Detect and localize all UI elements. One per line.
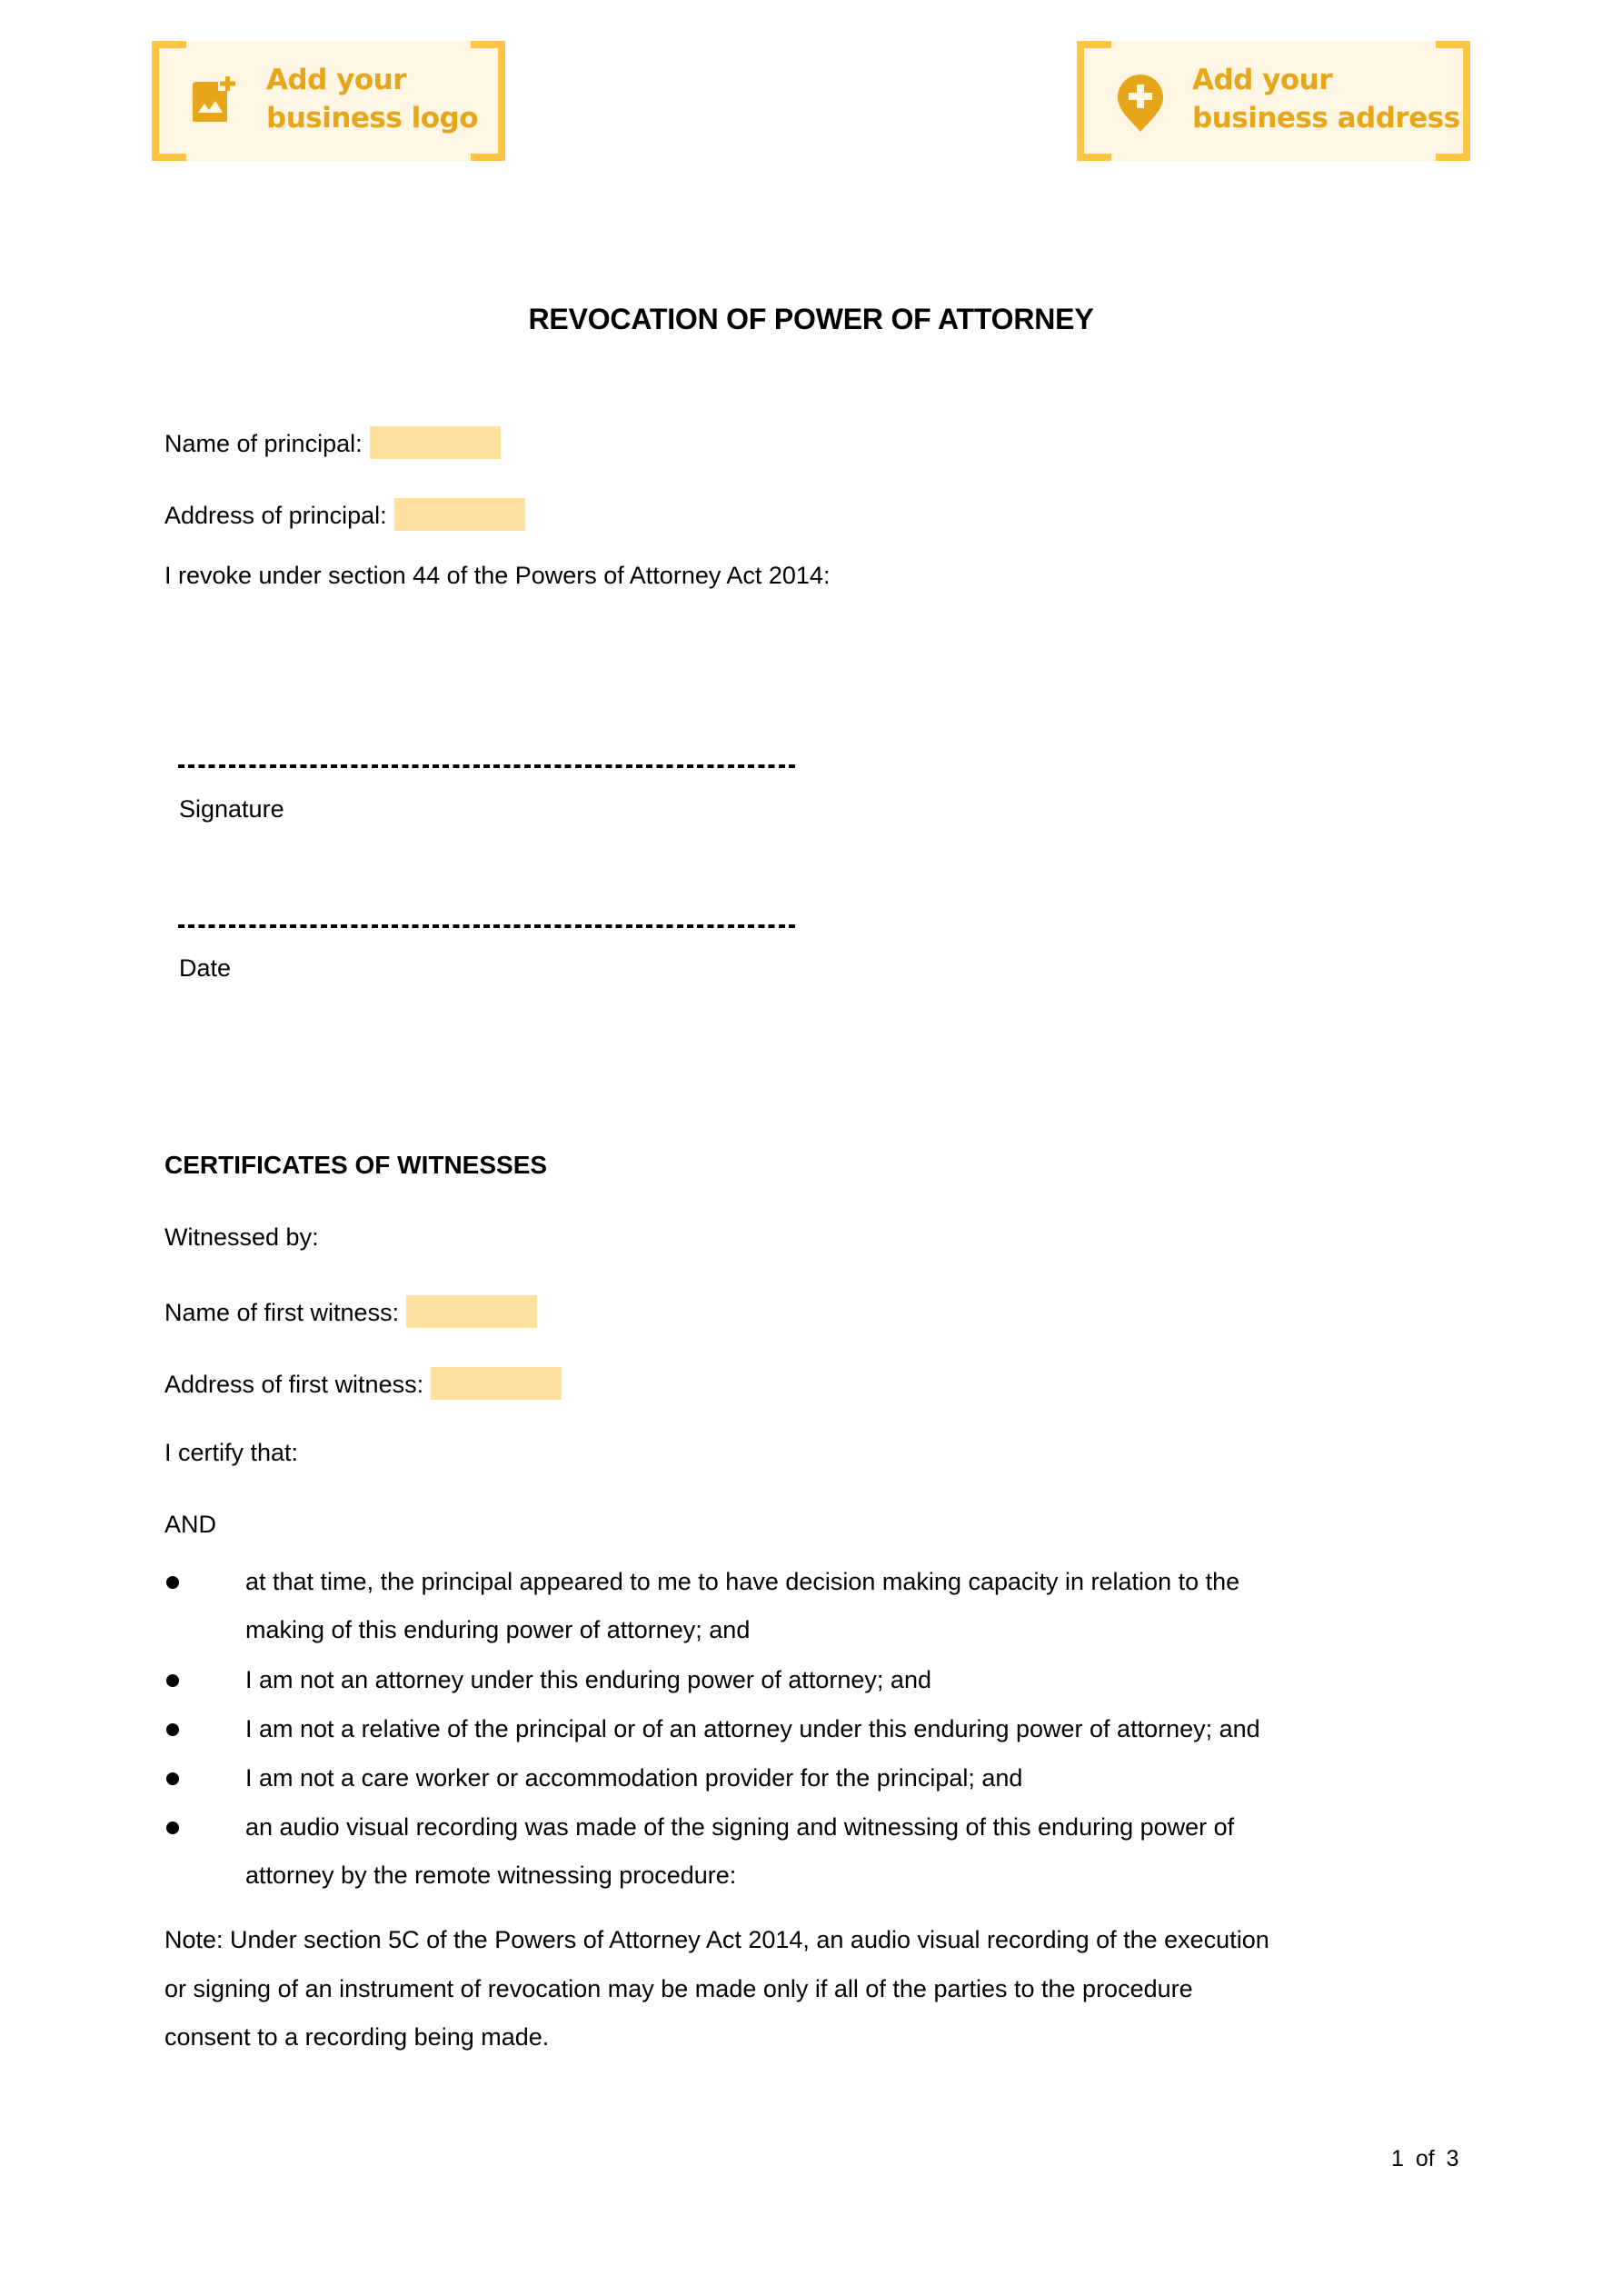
logo-line-1: Add your bbox=[266, 64, 407, 96]
add-business-address-button[interactable] bbox=[1077, 41, 1470, 161]
bullet-icon bbox=[166, 1674, 179, 1687]
principal-name-label: Name of principal: bbox=[164, 430, 363, 457]
bullet-icon bbox=[166, 1822, 179, 1834]
page-current: 1 bbox=[1391, 2146, 1404, 2171]
first-witness-name-field[interactable] bbox=[406, 1295, 537, 1328]
first-witness-address-row bbox=[164, 1367, 562, 1400]
address-placeholder-text bbox=[1192, 61, 1460, 137]
date-label: Date bbox=[179, 954, 232, 982]
add-business-logo-button[interactable] bbox=[152, 41, 505, 161]
list-item-line: I am not a care worker or accommodation provider for the principal; and bbox=[245, 1764, 1023, 1792]
list-item-line: I am not an attorney under this enduring power of attorney; and bbox=[245, 1666, 931, 1693]
bracket-left bbox=[152, 41, 186, 161]
first-witness-name-row bbox=[164, 1295, 537, 1328]
first-witness-name-label: Name of first witness: bbox=[164, 1299, 400, 1326]
bullet-icon bbox=[166, 1723, 179, 1736]
list-item-line: an audio visual recording was made of the signing and witnessing of this enduring power of bbox=[245, 1813, 1235, 1841]
bullet-icon bbox=[166, 1576, 179, 1589]
and-label: AND bbox=[164, 1511, 217, 1538]
list-item-line: making of this enduring power of attorney; and bbox=[245, 1616, 751, 1643]
first-witness-address-label: Address of first witness: bbox=[164, 1371, 424, 1398]
principal-address-row bbox=[164, 498, 525, 531]
principal-name-field[interactable] bbox=[370, 426, 501, 459]
principal-address-label: Address of principal: bbox=[164, 502, 387, 529]
first-witness-address-field[interactable] bbox=[431, 1367, 562, 1400]
address-line-2: business address bbox=[1192, 102, 1460, 135]
page-of: of bbox=[1415, 2146, 1435, 2171]
date-line bbox=[178, 924, 799, 928]
principal-address-field[interactable] bbox=[394, 498, 525, 531]
bullet-icon bbox=[166, 1772, 179, 1785]
signature-label: Signature bbox=[179, 795, 284, 823]
page-total: 3 bbox=[1446, 2146, 1459, 2171]
logo-placeholder-text bbox=[266, 61, 478, 137]
list-item-line: attorney by the remote witnessing procedure: bbox=[245, 1862, 737, 1889]
list-item-line: at that time, the principal appeared to me to have decision making capacity in relation to the bbox=[245, 1568, 1240, 1595]
revocation-statement: I revoke under section 44 of the Powers of Attorney Act 2014: bbox=[164, 562, 831, 589]
signature-line bbox=[178, 764, 799, 768]
certify-label: I certify that: bbox=[164, 1439, 299, 1466]
add-location-pin-icon bbox=[1118, 75, 1163, 133]
page-number bbox=[1391, 2146, 1459, 2171]
witness-section-heading: CERTIFICATES OF WITNESSES bbox=[164, 1151, 548, 1179]
logo-line-2: business logo bbox=[266, 102, 479, 135]
note-line: or signing of an instrument of revocation may be made only if all of the parties to the procedure bbox=[164, 1975, 1193, 2002]
document-title: REVOCATION OF POWER OF ATTORNEY bbox=[528, 303, 1094, 335]
add-image-icon bbox=[191, 76, 236, 124]
principal-name-row bbox=[164, 426, 501, 459]
note-line: Note: Under section 5C of the Powers of Attorney Act 2014, an audio visual recording of the execution bbox=[164, 1926, 1269, 1953]
list-item-line: I am not a relative of the principal or of an attorney under this enduring power of attorney; and bbox=[245, 1715, 1260, 1742]
note-line: consent to a recording being made. bbox=[164, 2023, 550, 2051]
witnessed-by-label: Witnessed by: bbox=[164, 1223, 319, 1251]
address-line-1: Add your bbox=[1192, 64, 1333, 96]
bracket-left bbox=[1077, 41, 1111, 161]
